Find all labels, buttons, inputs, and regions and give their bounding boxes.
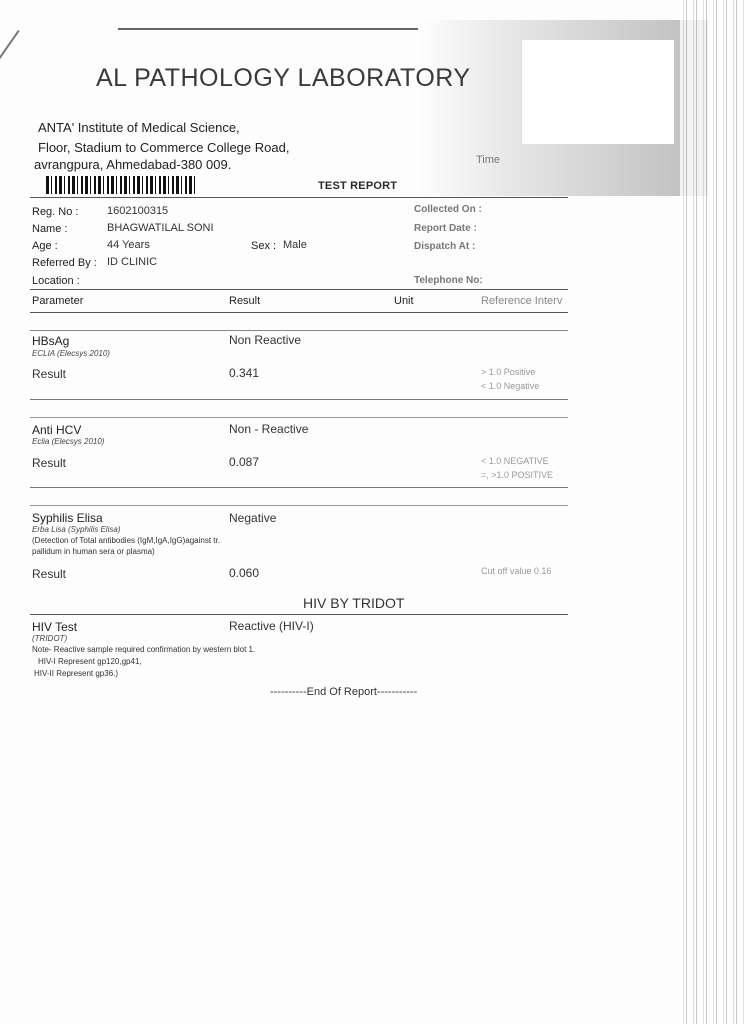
- lab-title: AL PATHOLOGY LABORATORY: [96, 64, 471, 92]
- col-unit: Unit: [394, 295, 414, 307]
- collected-label: Collected On :: [414, 204, 482, 215]
- col-result: Result: [229, 295, 261, 307]
- test-outcome-hiv: Reactive (HIV-I): [229, 619, 314, 633]
- referred-value: ID CLINIC: [107, 256, 158, 268]
- result-value-hbsag: 0.341: [229, 366, 260, 380]
- divider-hiv: [30, 614, 568, 615]
- test-outcome-anti-hcv: Non - Reactive: [229, 422, 309, 436]
- test-name-anti-hcv: Anti HCV: [32, 423, 82, 437]
- hiv-note-1: Note- Reactive sample required confirmation by western blot 1.: [32, 645, 256, 654]
- col-reference: Reference Interv: [481, 295, 563, 307]
- divider-hbsag-2: [30, 417, 568, 418]
- reference-1-anti-hcv: < 1.0 NEGATIVE: [481, 456, 549, 466]
- barcode: [46, 176, 196, 194]
- hiv-note-2: HIV-I Represent gp120,gp41,: [38, 657, 142, 666]
- result-label-syphilis: Result: [32, 567, 67, 581]
- divider-top-tests: [30, 330, 568, 331]
- result-value-anti-hcv: 0.087: [229, 455, 260, 469]
- reference-2-anti-hcv: =, >1.0 POSITIVE: [481, 470, 554, 480]
- result-label-anti-hcv: Result: [32, 456, 67, 470]
- test-report-heading: TEST REPORT: [318, 180, 398, 192]
- age-value: 44 Years: [107, 239, 150, 251]
- divider-header: [30, 197, 568, 198]
- end-of-report: ----------End Of Report-----------: [270, 686, 418, 698]
- test-outcome-syphilis: Negative: [229, 511, 277, 525]
- test-name-syphilis: Syphilis Elisa: [32, 511, 103, 525]
- scan-streak: [680, 0, 744, 1024]
- address-line-3: avrangpura, Ahmedabad-380 009.: [34, 157, 232, 172]
- section-title-hiv: HIV BY TRIDOT: [303, 595, 405, 611]
- reg-value: 1602100315: [107, 205, 169, 217]
- telephone-label: Telephone No:: [414, 275, 483, 286]
- reference-1-syphilis: Cut off value 0.16: [481, 566, 552, 576]
- divider-anti-hcv: [30, 487, 568, 488]
- page-fold-line: [0, 30, 20, 187]
- result-label-hbsag: Result: [32, 367, 67, 381]
- divider-columns: [30, 312, 568, 313]
- time-label: Time: [476, 154, 501, 166]
- name-label: Name :: [32, 223, 68, 235]
- test-description-1-syphilis: (Detection of Total antibodies (IgM,IgA,IgG)against tr.: [32, 536, 220, 545]
- test-method-anti-hcv: Eclia (Elecsys 2010): [32, 437, 105, 446]
- dispatch-label: Dispatch At :: [414, 241, 476, 252]
- sex-value: Male: [283, 239, 307, 251]
- test-description-2-syphilis: pallidum in human sera or plasma): [32, 547, 155, 556]
- test-method-syphilis: Erba Lisa (Syphilis Elisa): [32, 525, 121, 534]
- sex-label: Sex :: [251, 240, 277, 252]
- name-value: BHAGWATILAL SONI: [107, 222, 214, 234]
- divider-patient: [30, 289, 568, 290]
- test-method-hbsag: ECLIA (Elecsys 2010): [32, 349, 110, 358]
- header-top-line: [118, 28, 418, 30]
- address-line-2: Floor, Stadium to Commerce College Road,: [38, 140, 290, 155]
- referred-label: Referred By :: [32, 257, 97, 269]
- test-name-hbsag: HBsAg: [32, 334, 70, 348]
- divider-anti-hcv-2: [30, 505, 568, 506]
- scan-white-patch: [522, 40, 674, 144]
- reference-2-hbsag: < 1.0 Negative: [481, 381, 540, 391]
- result-value-syphilis: 0.060: [229, 566, 260, 580]
- reg-label: Reg. No :: [32, 206, 79, 218]
- address-line-1: ANTA' Institute of Medical Science,: [38, 120, 240, 135]
- location-label: Location :: [32, 275, 80, 287]
- reference-1-hbsag: > 1.0 Positive: [481, 367, 536, 377]
- report-date-label: Report Date :: [414, 223, 477, 234]
- test-method-hiv: (TRIDOT): [32, 634, 68, 643]
- test-name-hiv: HIV Test: [32, 620, 78, 634]
- col-parameter: Parameter: [32, 295, 84, 307]
- test-outcome-hbsag: Non Reactive: [229, 333, 302, 347]
- age-label: Age :: [32, 240, 58, 252]
- hiv-note-3: HIV-II Represent gp36.): [34, 669, 119, 678]
- divider-hbsag: [30, 399, 568, 400]
